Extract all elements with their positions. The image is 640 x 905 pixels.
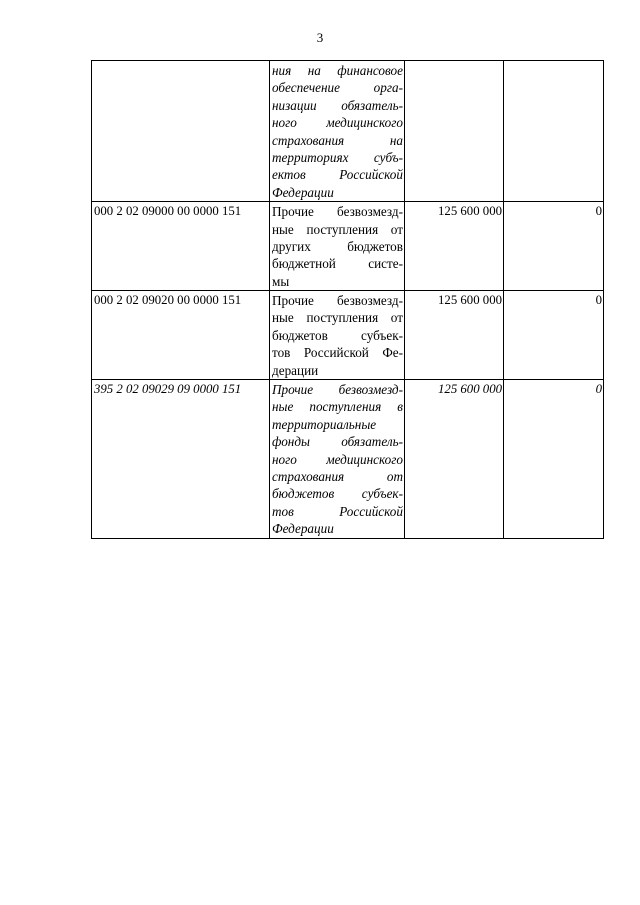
name-line: бюджетов субъек- bbox=[272, 486, 403, 502]
name-line: ные поступления от bbox=[272, 310, 403, 326]
name-line: ного медицинского bbox=[272, 115, 403, 131]
name-line: страхования от bbox=[272, 468, 403, 484]
budget-code-cell: 000 2 02 09000 00 0000 151 bbox=[92, 202, 270, 291]
name-line: дерации bbox=[272, 362, 319, 378]
table-row bbox=[92, 202, 604, 291]
table-row bbox=[92, 380, 604, 539]
name-line: ния на финансовое bbox=[272, 63, 403, 78]
name-line: ектов Российской bbox=[272, 167, 403, 183]
name-line: Федерации bbox=[272, 521, 334, 537]
name-line: тов Российской Фе- bbox=[272, 345, 403, 361]
name-line: низации обязатель- bbox=[272, 97, 403, 113]
name-line: территориях субъ- bbox=[272, 149, 403, 165]
amount-cell: 0 bbox=[504, 380, 604, 539]
name-line: Прочие безвозмезд- bbox=[272, 382, 403, 398]
amount-cell bbox=[405, 61, 504, 202]
table-row bbox=[92, 291, 604, 380]
budget-code-cell bbox=[92, 61, 270, 202]
name-line: Прочие безвозмезд- bbox=[272, 204, 403, 220]
amount-cell: 125 600 000 bbox=[405, 291, 504, 380]
name-line: мы bbox=[272, 273, 290, 289]
name-line: страхования на bbox=[272, 132, 403, 148]
name-line: ного медицинского bbox=[272, 451, 403, 467]
name-line: фонды обязатель- bbox=[272, 434, 403, 450]
revenue-name-cell bbox=[270, 291, 405, 380]
table-row bbox=[92, 61, 604, 202]
name-line: Прочие безвозмезд- bbox=[272, 293, 403, 309]
name-line: ные поступления от bbox=[272, 221, 403, 237]
name-line: других бюджетов bbox=[272, 238, 403, 254]
name-line: ные поступления в bbox=[272, 399, 403, 415]
name-line: тов Российской bbox=[272, 503, 403, 519]
amount-cell bbox=[504, 61, 604, 202]
budget-code-cell: 000 2 02 09020 00 0000 151 bbox=[92, 291, 270, 380]
budget-code-cell: 395 2 02 09029 09 0000 151 bbox=[92, 380, 270, 539]
revenue-name-cell bbox=[270, 380, 405, 539]
revenue-name-cell bbox=[270, 61, 405, 202]
amount-cell: 125 600 000 bbox=[405, 380, 504, 539]
revenue-name-cell bbox=[270, 202, 405, 291]
page-number: 3 bbox=[316, 30, 324, 45]
name-line: обеспечение орга- bbox=[272, 80, 403, 96]
name-line: бюджетной систе- bbox=[272, 256, 403, 272]
name-line: бюджетов субъек- bbox=[272, 327, 403, 343]
amount-cell: 125 600 000 bbox=[405, 202, 504, 291]
amount-cell: 0 bbox=[504, 291, 604, 380]
amount-cell: 0 bbox=[504, 202, 604, 291]
budget-revenue-table bbox=[91, 60, 604, 539]
name-line: территориальные bbox=[272, 416, 377, 432]
name-line: Федерации bbox=[272, 184, 334, 200]
